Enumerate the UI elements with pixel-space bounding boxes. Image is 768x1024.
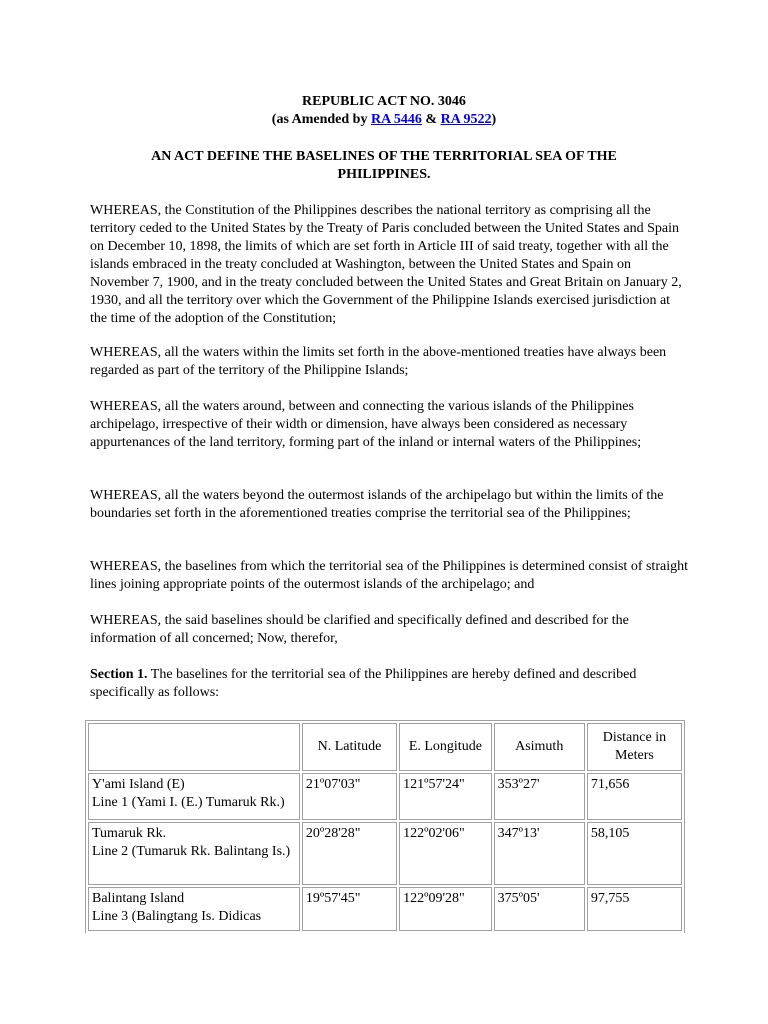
longitude-cell: 121º57'24": [399, 773, 491, 820]
amendment-suffix: ): [491, 112, 497, 127]
amendment-amp: &: [421, 112, 441, 127]
row-name-cell: [88, 887, 300, 931]
distance-cell: 58,105: [587, 822, 682, 885]
whereas-paragraph-1: WHEREAS, the Constitution of the Philippines describes the national territory as comprising all the territory ceded to the United States by the Treaty of Paris concluded between the United States and Spain on December 10, 1898, the limits of which are set forth in Article III of said treaty, together with all the islands embraced in the treaty concluded at Washington, between the United States and Spain on November 7, 1900, and in the treaty concluded between the United States and Great Britain on January 2, 1930, and all the territory over which the Government of the Philippine Islands exercised jurisdiction at the time of the adoption of the Constitution;: [90, 203, 682, 326]
whereas-paragraph-5: WHEREAS, the baselines from which the territorial sea of the Philippines is determined consist of straight lines joining appropriate points of the outermost islands of the archipelago; and: [90, 559, 688, 592]
whereas-paragraph-4: WHEREAS, all the waters beyond the outermost islands of the archipelago but within the limits of the boundaries set forth in the aforementioned treaties comprise the territorial sea of the Philippines;: [90, 488, 664, 521]
longitude-cell: 122º09'28": [399, 887, 491, 931]
distance-cell: 97,755: [587, 887, 682, 931]
amendment-line: [0, 111, 768, 129]
section-1-label: Section 1.: [90, 667, 148, 682]
link-ra-5446[interactable]: RA 5446: [370, 112, 422, 127]
azimuth-cell: 353º27': [494, 773, 585, 820]
whereas-paragraph-6: WHEREAS, the said baselines should be clarified and specifically defined and described for the information of all concerned; Now, therefor,: [90, 613, 629, 646]
act-title: REPUBLIC ACT NO. 3046: [302, 94, 466, 109]
point-name: Tumaruk Rk.: [92, 826, 167, 841]
table-row: [88, 822, 682, 885]
row-name-cell: [88, 822, 300, 885]
row-name-cell: [88, 773, 300, 820]
latitude-cell: 21º07'03": [302, 773, 397, 820]
distance-cell: 71,656: [587, 773, 682, 820]
azimuth-cell: 375º05': [494, 887, 585, 931]
baselines-table: [85, 720, 685, 933]
section-1-text: The baselines for the territorial sea of the Philippines are hereby defined and described specifically as follows:: [90, 667, 637, 700]
whereas-paragraph-2: WHEREAS, all the waters within the limits set forth in the above-mentioned treaties have always been regarded as part of the territory of the Philippine Islands;: [90, 345, 667, 378]
longitude-cell: 122º02'06": [399, 822, 491, 885]
act-subtitle-line-2: PHILIPPINES.: [337, 167, 431, 182]
table-row: [88, 887, 682, 931]
line-name: Line 3 (Balingtang Is. Didicas: [92, 909, 262, 924]
act-subtitle-line-1: AN ACT DEFINE THE BASELINES OF THE TERRITORIAL SEA OF THE: [151, 149, 617, 164]
latitude-cell: 20º28'28": [302, 822, 397, 885]
table-row: [88, 773, 682, 820]
point-name: Balintang Island: [92, 891, 185, 906]
header-distance: Distance in Meters: [587, 723, 682, 771]
header-cell-blank: [88, 723, 300, 771]
amendment-prefix: (as Amended by: [271, 112, 371, 127]
table-header-row: [88, 723, 682, 771]
line-name: Line 2 (Tumaruk Rk. Balintang Is.): [92, 844, 291, 859]
whereas-paragraph-3: WHEREAS, all the waters around, between and connecting the various islands of the Philippines archipelago, irrespective of their width or dimension, have always been considered as necessary appurtenances of the land territory, forming part of the inland or internal waters of the Philippines;: [90, 399, 642, 450]
section-1-paragraph: [90, 666, 690, 702]
line-name: Line 1 (Yami I. (E.) Tumaruk Rk.): [92, 795, 285, 810]
header-longitude: E. Longitude: [399, 723, 491, 771]
header-latitude: N. Latitude: [302, 723, 397, 771]
latitude-cell: 19º57'45": [302, 887, 397, 931]
link-ra-9522[interactable]: RA 9522: [440, 112, 492, 127]
point-name: Y'ami Island (E): [92, 777, 185, 792]
header-azimuth: Asimuth: [494, 723, 585, 771]
azimuth-cell: 347º13': [494, 822, 585, 885]
